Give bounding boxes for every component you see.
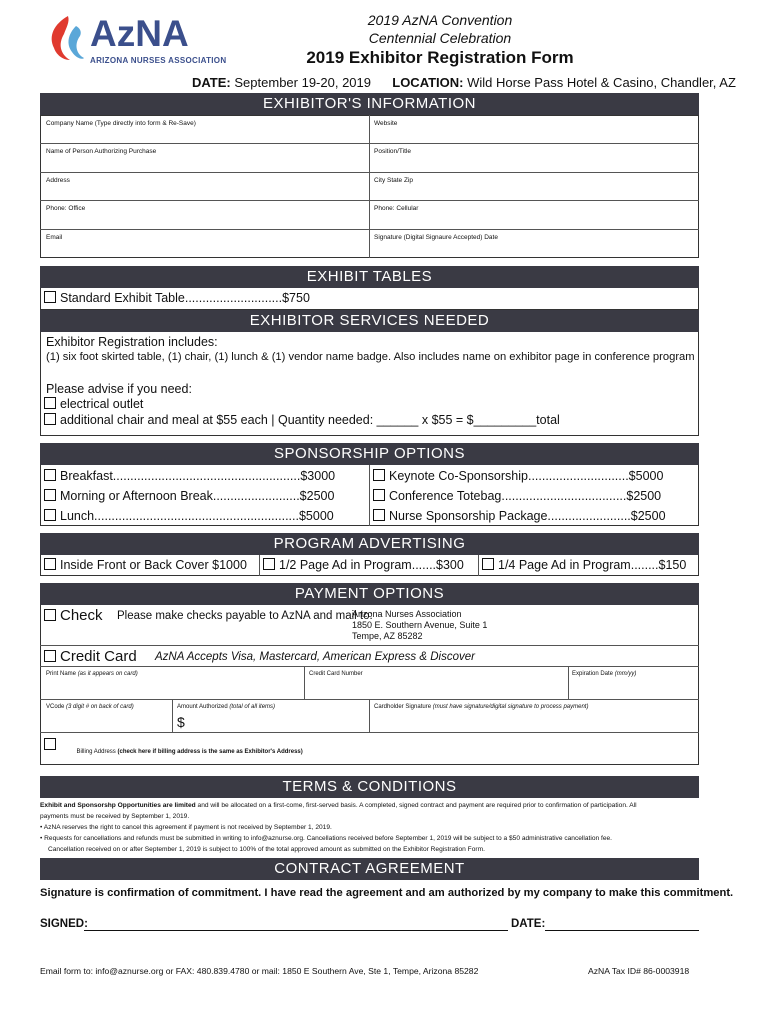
section-terms-conditions: TERMS & CONDITIONS [40, 776, 699, 798]
footer-contact: Email form to: info@aznurse.org or FAX: 480.839.4780 or mail: 1850 E Southern Ave, Ste 1, Tempe, Arizona 85282 [40, 966, 479, 976]
sponsor-totebag[interactable] [373, 489, 661, 503]
sponsor-breakfast[interactable] [44, 469, 335, 483]
section-exhibitor-services: EXHIBITOR SERVICES NEEDED [40, 310, 699, 332]
phone-cellular-field[interactable]: Phone: Cellular [374, 205, 419, 212]
billing-same-checkbox[interactable] [44, 738, 56, 750]
sponsor-keynote[interactable] [373, 469, 663, 483]
date-line[interactable] [545, 930, 699, 931]
print-name-note: (as it appears on card) [77, 671, 138, 677]
ad-cover-checkbox[interactable] [44, 558, 56, 570]
check-checkbox[interactable] [44, 609, 56, 621]
phone-office-field[interactable]: Phone: Office [46, 205, 86, 212]
cardholder-label: Cardholder Signature [374, 704, 432, 710]
cardholder-note: (must have signature/digital signature to process payment) [432, 704, 589, 710]
breakfast-label: Breakfast......................................................$3000 [60, 469, 336, 483]
section-sponsorship-options: SPONSORSHIP OPTIONS [40, 443, 699, 465]
terms-text [40, 800, 705, 855]
date-label: DATE: [511, 918, 546, 930]
ad-quarter-page[interactable] [482, 558, 686, 572]
section-exhibitor-information: EXHIBITOR'S INFORMATION [40, 93, 699, 115]
additional-chair-option[interactable] [44, 413, 560, 427]
advise-label: Please advise if you need: [46, 382, 192, 396]
nurse-sponsorship-label: Nurse Sponsorship Package........................$2500 [389, 509, 666, 523]
standard-table-checkbox[interactable] [44, 291, 56, 303]
location-label: LOCATION: [392, 75, 464, 90]
mail-address-line1: Arizona Nurses Association [352, 609, 462, 619]
additional-chair-label: additional chair and meal at $55 each | Quantity needed: ______ x $55 = $_________total [60, 413, 560, 427]
additional-chair-checkbox[interactable] [44, 413, 56, 425]
terms-bold-lead: Exhibit and Sponsorshp Opportunities are limited [40, 802, 196, 809]
signed-label: SIGNED: [40, 918, 88, 930]
print-name-field[interactable] [46, 671, 138, 677]
keynote-label: Keynote Co-Sponsorship.............................$5000 [389, 469, 664, 483]
standard-table-label: Standard Exhibit Table............................$750 [60, 291, 310, 305]
section-exhibit-tables: EXHIBIT TABLES [40, 266, 699, 288]
terms-line4: • Requests for cancellations and refunds must be submitted in writing to info@aznurse.org. Cancellations received before September 1, 2019 will be subject to a $50 administrative cancellation fee. [40, 835, 612, 842]
date-label: DATE: [192, 75, 231, 90]
check-note: Please make checks payable to AzNA and mail to: [117, 610, 373, 622]
break-label: Morning or Afternoon Break.........................$2500 [60, 489, 335, 503]
credit-card-checkbox[interactable] [44, 650, 56, 662]
sponsor-nurse[interactable] [373, 509, 666, 523]
event-date-location [192, 75, 736, 90]
date-value: September 19-20, 2019 [234, 75, 371, 90]
break-checkbox[interactable] [44, 489, 56, 501]
expiration-field[interactable] [572, 671, 636, 677]
billing-address-option[interactable] [44, 736, 303, 755]
location-value: Wild Horse Pass Hotel & Casino, Chandler, AZ [467, 75, 736, 90]
mail-address-line2: 1850 E. Southern Avenue, Suite 1 [352, 620, 488, 630]
billing-label: Billing Address [76, 749, 116, 755]
signed-line[interactable] [84, 930, 508, 931]
ad-half-checkbox[interactable] [263, 558, 275, 570]
credit-card-option[interactable] [44, 648, 137, 665]
includes-text: (1) six foot skirted table, (1) chair, (1) lunch & (1) vendor name badge. Also includes name on exhibitor page in conference program [46, 351, 695, 363]
cardholder-signature-field[interactable] [374, 704, 588, 710]
vcode-field[interactable] [46, 704, 134, 710]
amount-dollar-sign: $ [177, 714, 185, 730]
form-title: 2019 Exhibitor Registration Form [306, 48, 574, 67]
includes-label: Exhibitor Registration includes: [46, 335, 218, 349]
lunch-label: Lunch...........................................................$5000 [60, 509, 334, 523]
amount-authorized-field[interactable] [177, 704, 275, 710]
vcode-label: VCode [46, 704, 65, 710]
position-title-field[interactable]: Position/Title [374, 148, 411, 155]
ad-cover[interactable] [44, 558, 247, 572]
ad-quarter-label: 1/4 Page Ad in Program........$150 [498, 558, 687, 572]
company-name-field[interactable]: Company Name (Type directly into form & Re-Save) [46, 120, 196, 127]
ad-half-label: 1/2 Page Ad in Program.......$300 [279, 558, 464, 572]
print-name-label: Print Name [46, 671, 77, 677]
ad-half-page[interactable] [263, 558, 464, 572]
standard-table-option[interactable] [44, 291, 310, 305]
check-option[interactable] [44, 607, 103, 624]
lunch-checkbox[interactable] [44, 509, 56, 521]
contract-statement: Signature is confirmation of commitment. I have read the agreement and am authorized by my company to make this commitment. [40, 887, 734, 899]
amount-label: Amount Authorized [177, 704, 228, 710]
sponsor-break[interactable] [44, 489, 334, 503]
totebag-label: Conference Totebag....................................$2500 [389, 489, 662, 503]
breakfast-checkbox[interactable] [44, 469, 56, 481]
logo-text: AzNA [90, 13, 189, 54]
electrical-outlet-checkbox[interactable] [44, 397, 56, 409]
city-state-zip-field[interactable]: City State Zip [374, 177, 414, 184]
nurse-sponsorship-checkbox[interactable] [373, 509, 385, 521]
sponsor-lunch[interactable] [44, 509, 334, 523]
logo-subtitle: ARIZONA NURSES ASSOCIATION [90, 56, 227, 65]
ad-quarter-checkbox[interactable] [482, 558, 494, 570]
section-contract-agreement: CONTRACT AGREEMENT [40, 858, 699, 880]
terms-line2: payments must be received by September 1, 2019. [40, 813, 190, 820]
amount-note: (total of all items) [229, 704, 276, 710]
keynote-checkbox[interactable] [373, 469, 385, 481]
credit-card-number-field[interactable]: Credit Card Number [309, 671, 363, 677]
signature-date-field[interactable]: Signature (Digital Signaure Accepted) Date [374, 234, 498, 241]
footer-tax-id: AzNA Tax ID# 86-0003918 [588, 966, 690, 976]
billing-note: (check here if billing address is the same as Exhibitor's Address) [117, 749, 303, 755]
azna-logo-flame-icon [46, 14, 86, 62]
credit-card-note: AzNA Accepts Visa, Mastercard, American Express & Discover [155, 651, 475, 663]
mail-address-line3: Tempe, AZ 85282 [352, 631, 423, 641]
check-label: Check [60, 607, 103, 624]
website-field[interactable]: Website [374, 120, 398, 127]
terms-line3: • AzNA reserves the right to cancel this agreement if payment is not received by September 1, 2019. [40, 824, 332, 831]
authorizing-person-field[interactable]: Name of Person Authorizing Purchase [46, 148, 157, 155]
electrical-outlet-label: electrical outlet [60, 397, 144, 411]
expiration-label: Expiration Date [572, 671, 614, 677]
ad-cover-label: Inside Front or Back Cover $1000 [60, 558, 247, 572]
vcode-note: (3 digit # on back of card) [66, 704, 134, 710]
section-payment-options: PAYMENT OPTIONS [40, 583, 699, 605]
terms-line1: and will be allocated on a first-come, first-served basis. A completed, signed contract and payment are required prior to confirmation of participation. All [195, 802, 637, 809]
email-field[interactable]: Email [46, 234, 63, 241]
section-program-advertising: PROGRAM ADVERTISING [40, 533, 699, 555]
expiration-note: (mm/yy) [614, 671, 637, 677]
credit-card-label: Credit Card [60, 648, 137, 665]
totebag-checkbox[interactable] [373, 489, 385, 501]
convention-name: 2019 AzNA Convention [367, 12, 513, 28]
electrical-outlet-option[interactable] [44, 397, 143, 411]
address-field[interactable]: Address [46, 177, 70, 184]
terms-line5: Cancellation received on or after September 1, 2019 is subject to 100% of the total approved amount as submitted on the Exhibitor Registration Form. [48, 846, 485, 853]
celebration-name: Centennial Celebration [368, 30, 512, 46]
